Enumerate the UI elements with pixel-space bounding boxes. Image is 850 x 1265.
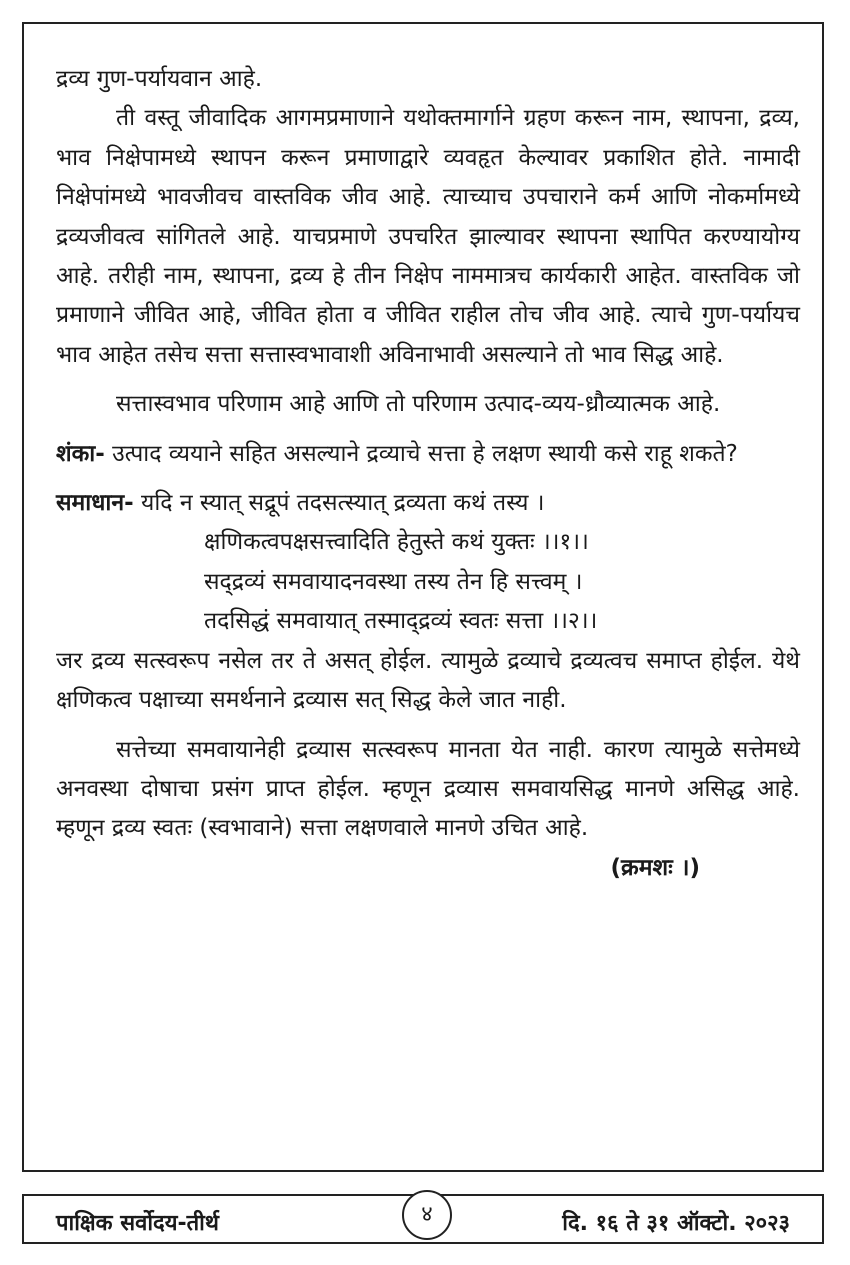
paragraph-1: द्रव्य गुण-पर्यायवान आहे. (56, 66, 263, 92)
issue-date: दि. १६ ते ३१ ऑक्टो. २०२३ (562, 1211, 790, 1236)
shanka-label: शंका- (56, 440, 105, 467)
paragraph-5 (56, 731, 800, 881)
paragraph-4: जर द्रव्य सत्स्वरूप नसेल तर ते असत् होईल. त्यामुळे द्रव्याचे द्रव्यत्वच समाप्त होईल. येथे क्षणिकत्व पक्षाच्या समर्थनाने द्रव्यास सत् सिद्ध केले जात नाही. (56, 647, 800, 714)
article-frame (22, 22, 824, 1172)
samadhan-verse-line-1 (56, 484, 800, 523)
paragraph-5-text: सत्तेच्या समवायानेही द्रव्यास सत्स्वरूप मानता येत नाही. कारण त्यामुळे सत्तेमध्ये अनवस्था दोषाचा प्रसंग प्राप्त होईल. म्हणून द्रव्यास समवायसिद्ध मानणे असिद्ध आहे. म्हणून द्रव्य स्वतः (स्वभावाने) सत्ता लक्षणवाले मानणे उचित आहे. (56, 736, 800, 842)
publication-title: पाक्षिक सर्वोदय-तीर्थ (56, 1211, 219, 1236)
verse-line-1: यदि न स्यात् सद्रूपं तदसत्स्यात् द्रव्यता कथं तस्य । (133, 490, 545, 517)
paragraph-2: ती वस्तू जीवादिक आगमप्रमाणाने यथोक्तमार्गाने ग्रहण करून नाम, स्थापना, द्रव्य, भाव निक्षेपामध्ये स्थापन करून प्रमाणाद्वारे व्यवहृत केल्यावर प्रकाशित होते. नामादी निक्षेपांमध्ये भावजीवच वास्तविक जीव आहे. त्याच्याच उपचाराने कर्म आणि नोकर्मामध्ये द्रव्यजीवत्व सांगितले आहे. याचप्रमाणे उपचरित झाल्यावर स्थापना स्थापित करण्यायोग्य आहे. तरीही नाम, स्थापना, द्रव्य हे तीन निक्षेप नाममात्रच कार्यकारी आहेत. वास्तविक जो प्रमाणाने जीवित आहे, जीवित होता व जीवित राहील तोच जीव आहे. त्याचे गुण-पर्यायच भाव आहेत तसेच सत्ता सत्तास्वभावाशी अविनाभावी असल्याने तो भाव सिद्ध आहे. (56, 105, 800, 368)
kramash-continued: (क्रमशः ।) (610, 854, 700, 881)
verse-line-2: क्षणिकत्वपक्षसत्त्वादिति हेतुस्ते कथं युक्तः ।।१।। (204, 529, 589, 556)
shanka-text: उत्पाद व्ययाने सहित असल्याने द्रव्याचे सत्ता हे लक्षण स्थायी कसे राहू शकते? (104, 440, 738, 467)
verse-line-3: सद्द्रव्यं समवायादनवस्था तस्य तेन हि सत्त्वम् । (204, 568, 583, 595)
samadhan-label: समाधान- (56, 490, 134, 517)
page-number: ४ (402, 1190, 452, 1240)
page-footer (22, 1194, 824, 1244)
article-body (56, 60, 800, 888)
shanka-question (56, 435, 800, 474)
paragraph-3: सत्तास्वभाव परिणाम आहे आणि तो परिणाम उत्पाद-व्यय-ध्रौव्यात्मक आहे. (116, 391, 721, 418)
verse-line-4: तदसिद्धं समवायात् तस्माद्द्रव्यं स्वतः सत्ता ।।२।। (204, 608, 598, 635)
